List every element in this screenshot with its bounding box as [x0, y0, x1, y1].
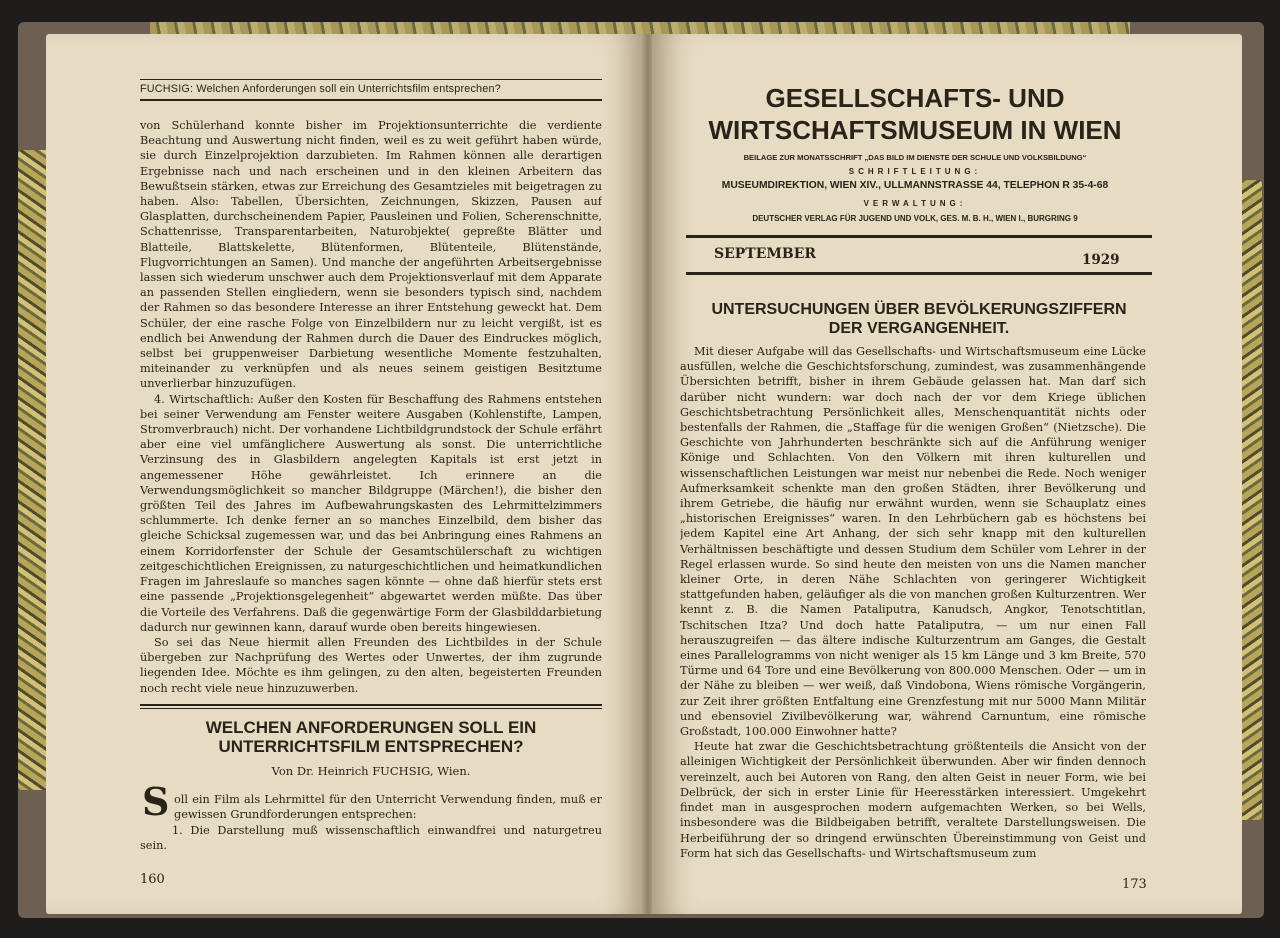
masthead	[682, 82, 1148, 146]
section-rule-thin	[140, 708, 602, 709]
header-rule-top	[140, 79, 602, 80]
masthead-line2: WIRTSCHAFTSMUSEUM IN WIEN	[708, 115, 1122, 145]
masthead-rule-bottom	[686, 272, 1152, 275]
paragraph: von Schülerhand konnte bisher im Projektionsunterrichte die verdiente Beachtung und Auswertung nicht finden, weil es zu weit geführt haben würde, sie durch Einzelprojektion darzubieten. Im Rahmen können alle derartigen Ergebnisse nach und nach erscheinen und in den kleinen Arbeitern das Bewußtsein stärken, etwas zur Erreichung des Gesamtzieles mit beigetragen zu haben. Also: Tabellen, Übersichten, Zeichnungen, Skizzen, Pausen auf Glasplatten, durchscheinendem Papier, Pausleinen und Folien, Scherenschnitte, Schattenrisse, Transparentarbeiten, Naturobjekte( gepreßte Blätter und Blatteile, Blattskelette, Blütenformen, Blütenteile, Blütenstände, Flugvorrichtungen an Samen). Und manche der angeführten Arbeitsergebnisse lassen sich wiederum unschwer auch dem Projektionsverlauf mit dem Apparate an passenden Stellen eingliedern, wenn sie besonders typisch sind, nachdem der Rahmen so das besondere Interesse an ihrer Entstehung geweckt hat. Dem Schüler, der eine rasche Folge von Einzelbildern nur zu leicht vergißt, ist es endlich bei Anwendung der Rahmen durch die Dauer des Eindruckes möglich, selbst bei gruppenweiser Darbietung wesentliche Momente festzuhalten, miteinander zu verknüpfen und als neues seinem geistigen Besitztume unverlierbar hinzuzufügen.	[140, 119, 602, 391]
supplement-line: BEILAGE ZUR MONATSSCHRIFT „DAS BILD IM DIENSTE DER SCHULE UND VOLKSBILDUNG“	[743, 153, 1087, 162]
paragraph: Heute hat zwar die Geschichtsbetrachtung größtenteils die Ansicht von der alleinigen Wichtigkeit der Persönlichkeit überwunden. Aber wir finden dennoch vereinzelt, auch bei Autoren von Rang, den alten Geist in neuer Form, wie bei Delbrück, der sich in erster Linie für Heeresstärken interessiert. Umgekehrt findet man in ausgesprochen modern aufgemachten Werken, so bei Wells, insbesondere was die Bildbeigaben betrifft, veraltete Darstellungsweisen. Die Herbeiführung der so dringend erwünschten Übereinstimmung von Geist und Form hat sich das Gesellschafts- und Wirtschaftsmuseum zum	[680, 740, 1146, 860]
paragraph: 4. Wirtschaftlich: Außer den Kosten für Beschaffung des Rahmens entstehen bei seiner Verwendung am Fenster weitere Ausgaben (Kohlenstifte, Lampen, Stromverbrauch) nicht. Der vorhandene Lichtbildgrundstock der Schule erfährt aber eine viel umfänglichere Auswertung als sonst. Die unterrichtliche Verzinsung des in Glasbildern angelegten Kapitals ist erst jetzt in angemessener Höhe gewährleistet. Ich erinnere an die Verwendungsmöglichkeit so mancher Bildgruppe (Märchen!), die bisher den größten Teil des Jahres im Aufbewahrungskasten des Lehrmittelzimmers schlummerte. Ich denke ferner an so manches Einzelbild, dem bisher das gleiche Schicksal zugemessen war, und das bei Anbringung eines Rahmens an einem Korridorfenster der Schule der Gesamtschülerschaft zu wichtigen zeitgeschichtlichen Ereignissen, zu naturgeschichtlichen und heimatkundlichen Fragen im Jahreslaufe so manches sagen könnte — ohne daß hierfür stets erst eine passende „Projektionsgelegenheit“ abgewartet werden müßte. Das über die Vorteile des Verfahrens. Daß die gegenwärtige Form der Glasbilddarbietung dadurch nur gewinnen kann, darauf wurde oben bereits hingewiesen.	[140, 392, 602, 634]
editorial-label: SCHRIFTLEITUNG:	[848, 167, 982, 176]
byline: Von Dr. Heinrich FUCHSIG, Wien.	[271, 764, 471, 778]
section-rule	[140, 704, 602, 706]
page-number: 160	[140, 872, 165, 887]
running-head: FUCHSIG: Welchen Anforderungen soll ein Unterrichtsfilm entsprechen?	[140, 83, 501, 95]
right-page	[652, 34, 1242, 914]
issue-year: 1929	[1082, 252, 1120, 268]
article-title	[140, 718, 602, 756]
article-title-line2: UNTERRICHTSFILM ENTSPRECHEN?	[218, 737, 524, 756]
masthead-line1: GESELLSCHAFTS- UND	[765, 83, 1065, 113]
admin-label: VERWALTUNG:	[863, 199, 967, 208]
left-page	[46, 34, 644, 914]
paragraph: So sei das Neue hiermit allen Freunden des Lichtbildes in der Schule übergeben zur Nachprüfung des Wertes oder Unwertes, der ihm zugrunde liegenden Idee. Möchte es ihm gelingen, zu den alten, begeisterten Freunden noch recht viele neue hinzuzuwerben.	[140, 635, 602, 695]
paragraph: Mit dieser Aufgabe will das Gesellschafts- und Wirtschaftsmuseum eine Lücke ausfüllen, welche die Geschichtsforschung, zumindest, was zusammenhängende Übersichten betrifft, bisher in ihrem Gebäude gelassen hat. Man darf sich darüber nicht wundern: war doch nach der vor dem Kriege üblichen Geschichtsbetrachtung Persönlichkeit alles, Menschenquantität nichts oder bestenfalls der Rahmen, die „Staffage für die wenigen Großen“ (Nietzsche). Die Geschichte von Jahrhunderten beschränkte sich auf die Anführung weniger Könige und Schlachten. Von den Völkern mit ihren kulturellen und wissenschaftlichen Leistungen war meist nur nebenbei die Rede. Noch weniger Aufmerksamkeit schenkte man den großen Städten, ihrer Bevölkerung und ihrem Getriebe, die häufig nur erwähnt wurden, wenn sie Schauplatz eines „historischen Ereignisses“ waren. In den Lehrbüchern gab es höchstens bei jedem Kapitel eine Art Anhang, der sich sehr knapp mit den kulturellen Verhältnissen beschäftigte und dessen Studium dem Schüler vom Lehrer in der Regel erlassen wurde. So sind heute den meisten von uns die Namen mancher kleiner Orte, in deren Nähe Schlachten von geringerer Wichtigkeit stattgefunden haben, geläufiger als die von manchen großen Kulturzentren. Wer kennt z. B. die Namen Pataliputra, Kanudsch, Angkor, Tenotschtitlan, Tschitschen Itza? Und doch hatte Pataliputra, — um nur einen Fall herauszugreifen — das ältere indische Kulturzentrum am Ganges, die Gestalt eines Parallelogramms von nicht weniger als 15 km Länge und 3 km Breite, 570 Türme und 64 Tore und eine Bevölkerung von 800.000 Menschen. Oder — um in der Nähe zu bleiben — wer weiß, daß Vindobona, Wiens römische Vorgängerin, zur Zeit ihrer größten Entfaltung eine Grenzfestung mit nur 5000 Mann Militär und ebensoviel Zivilbevölkerung war, während Carnuntum, eine römische Großstadt, 100.000 Einwohner hatte?	[680, 345, 1146, 739]
article-title-line1: UNTERSUCHUNGEN ÜBER BEVÖLKERUNGSZIFFERN	[711, 301, 1127, 318]
page-number: 173	[1122, 877, 1147, 892]
admin-address: DEUTSCHER VERLAG FÜR JUGEND UND VOLK, GES. M. B. H., WIEN I., BURGRING 9	[752, 214, 1078, 223]
article-intro: oll ein Film als Lehrmittel für den Unterricht Verwendung finden, muß er gewissen Grundforderungen entsprechen:	[174, 793, 602, 822]
article-title-line2: DER VERGANGENHEIT.	[828, 320, 1010, 337]
issue-month: SEPTEMBER	[714, 246, 817, 262]
article-body	[680, 344, 1146, 866]
header-rule-bottom	[140, 99, 602, 101]
editorial-address: MUSEUMDIREKTION, WIEN XIV., ULLMANNSTRASSE 44, TELEPHON R 35-4-68	[721, 180, 1109, 191]
masthead-rule-top	[686, 235, 1152, 238]
article-point-1: 1. Die Darstellung muß wissenschaftlich einwandfrei und naturgetreu sein.	[140, 824, 602, 853]
article-title	[682, 300, 1156, 338]
drop-cap: S	[142, 779, 170, 824]
article-title-line1: WELCHEN ANFORDERUNGEN SOLL EIN	[205, 718, 537, 737]
continued-text	[140, 118, 602, 698]
